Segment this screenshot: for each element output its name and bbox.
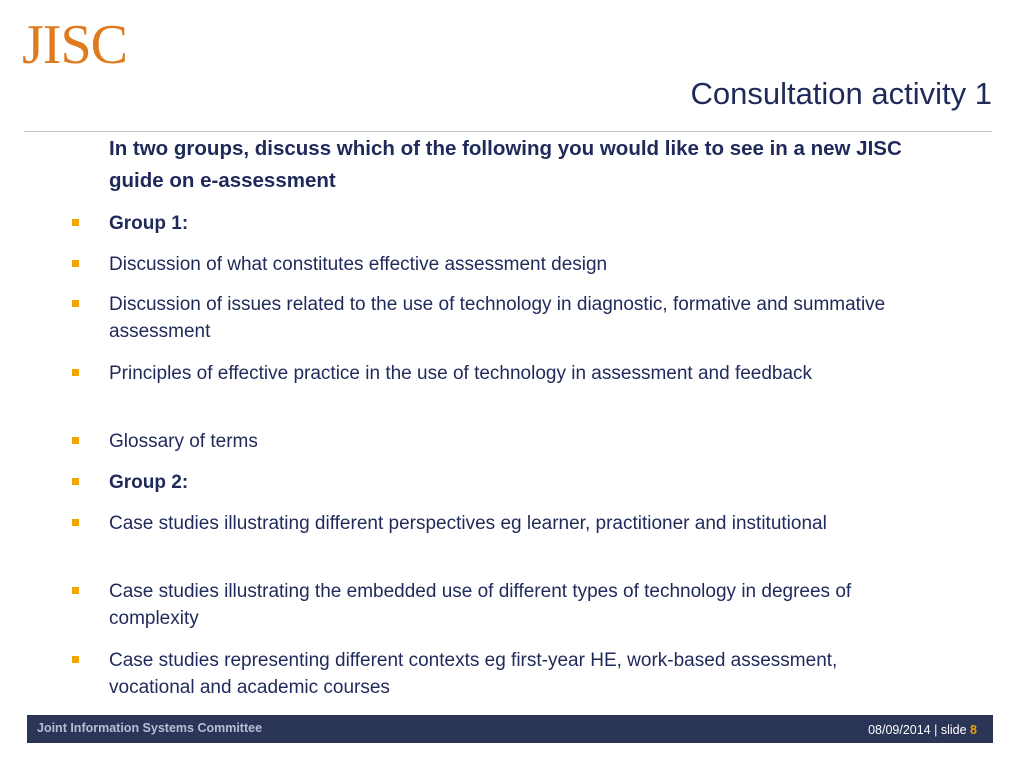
slide-title: Consultation activity 1 — [690, 76, 992, 111]
bullet-item — [109, 251, 899, 278]
square-bullet-icon — [72, 369, 79, 376]
bullet-text: Glossary of terms — [109, 431, 258, 452]
bullet-text: Group 2: — [109, 472, 189, 493]
bullet-text: Discussion of what constitutes effective assessment design — [109, 254, 608, 275]
square-bullet-icon — [72, 437, 79, 444]
jisc-logo: JISC — [22, 14, 127, 76]
footer-date: 08/09/2014 — [868, 723, 931, 737]
bullet-item — [109, 647, 899, 701]
square-bullet-icon — [72, 656, 79, 663]
bullet-text: Case studies representing different contexts eg first-year HE, work-based assessment, vocational and academic courses — [109, 650, 838, 698]
intro-heading: In two groups, discuss which of the following you would like to see in a new JISC guide on e-assessment — [109, 137, 902, 192]
footer-slide-number: 8 — [970, 723, 977, 737]
bullet-text: Principles of effective practice in the use of technology in assessment and feedback — [109, 363, 813, 384]
square-bullet-icon — [72, 587, 79, 594]
footer-slide-label: slide — [940, 723, 967, 737]
bullet-item — [109, 360, 899, 387]
bullet-item — [109, 428, 899, 455]
footer-separator: | — [934, 723, 938, 737]
bullet-item — [109, 291, 899, 345]
title-divider — [24, 131, 992, 132]
bullet-item — [109, 578, 899, 632]
footer-bar — [27, 715, 993, 743]
square-bullet-icon — [72, 478, 79, 485]
footer-organization: Joint Information Systems Committee — [37, 721, 263, 735]
square-bullet-icon — [72, 260, 79, 267]
bullet-text: Case studies illustrating different perspectives eg learner, practitioner and institutional — [109, 513, 827, 534]
bullet-text: Case studies illustrating the embedded use of different types of technology in degrees of complexity — [109, 581, 852, 629]
square-bullet-icon — [72, 219, 79, 226]
bullet-text: Group 1: — [109, 213, 189, 234]
square-bullet-icon — [72, 519, 79, 526]
footer-slide-info — [868, 723, 977, 737]
bullet-item — [109, 210, 899, 237]
bullet-item — [109, 469, 899, 496]
bullet-text: Discussion of issues related to the use of technology in diagnostic, formative and summative assessment — [109, 294, 886, 342]
bullet-item — [109, 510, 899, 537]
square-bullet-icon — [72, 300, 79, 307]
